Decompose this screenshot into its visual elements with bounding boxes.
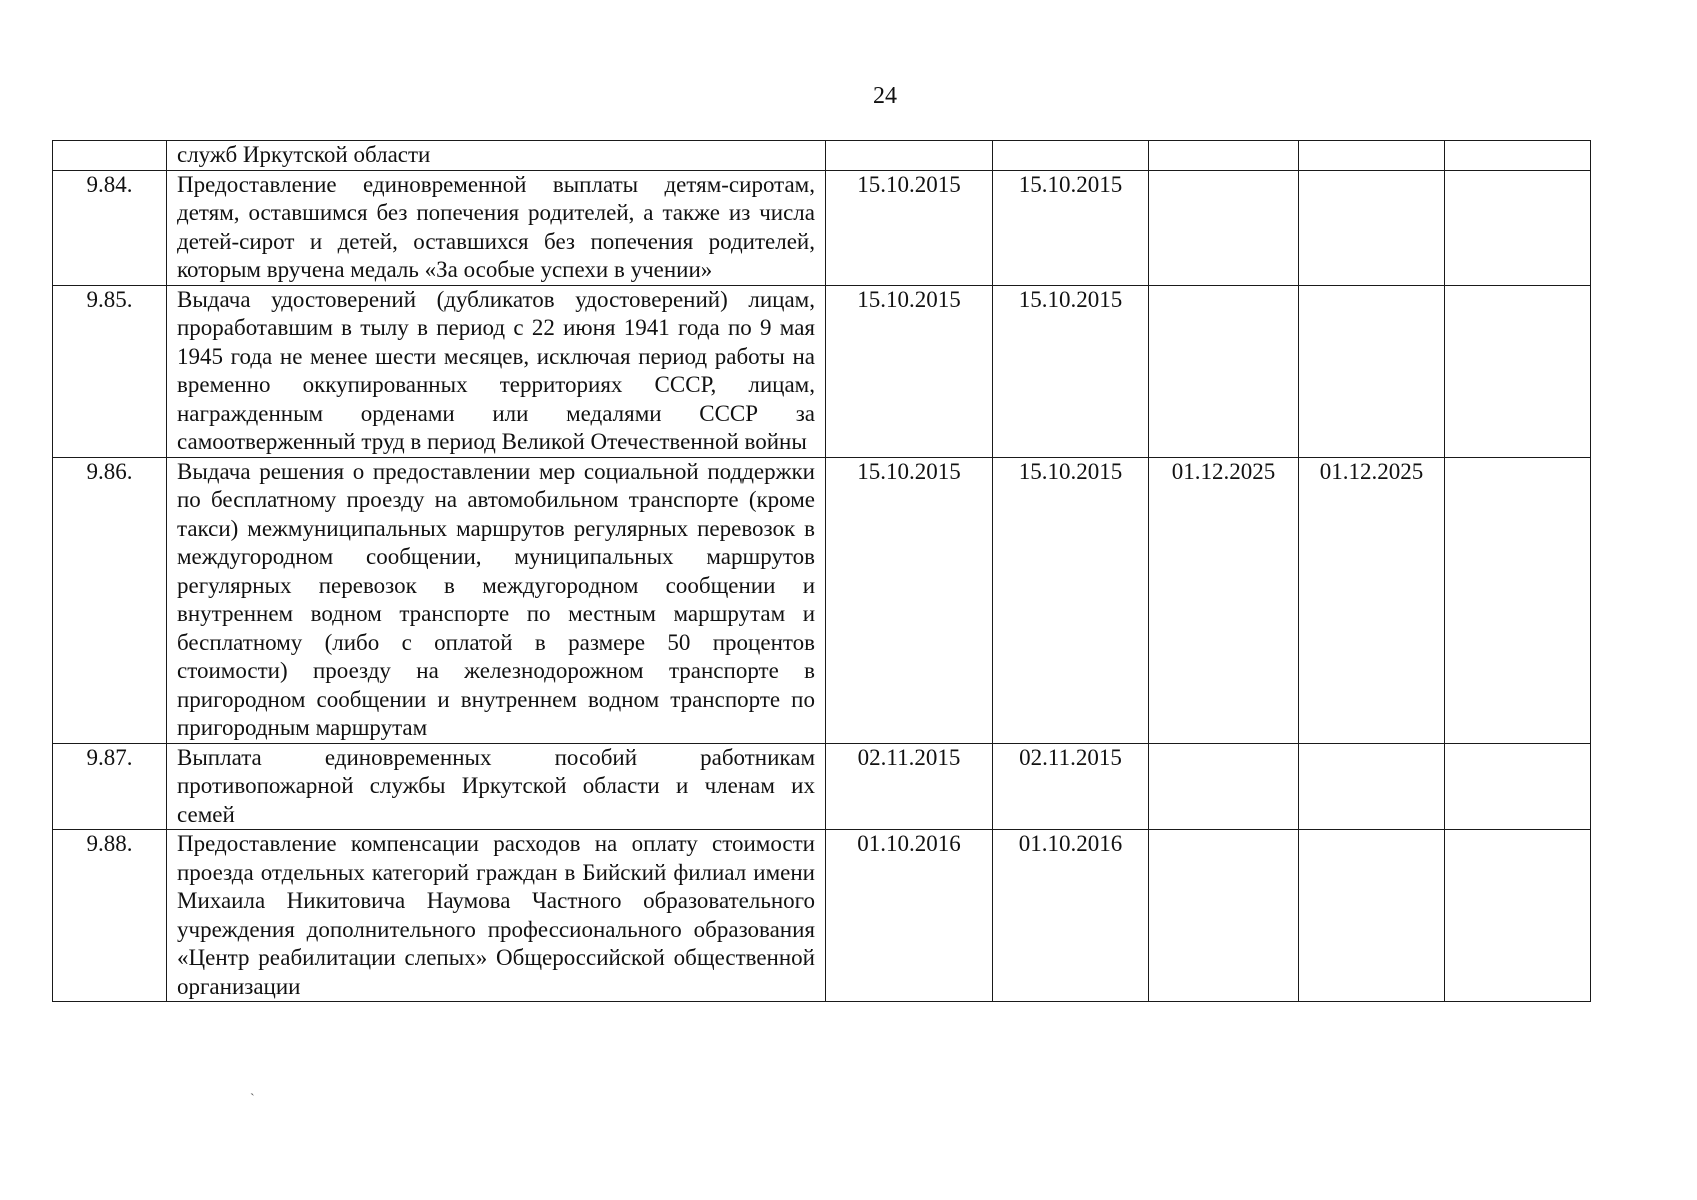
- date-cell: [1445, 457, 1591, 743]
- date-cell: 15.10.2015: [993, 457, 1149, 743]
- row-number: 9.85.: [53, 285, 167, 457]
- date-cell: [1149, 170, 1299, 285]
- date-cell: [1149, 141, 1299, 171]
- date-cell: [1445, 285, 1591, 457]
- date-cell: 01.12.2025: [1149, 457, 1299, 743]
- date-cell: 15.10.2015: [993, 285, 1149, 457]
- date-cell: [1149, 743, 1299, 830]
- date-cell: 01.10.2016: [826, 830, 993, 1002]
- row-number: 9.87.: [53, 743, 167, 830]
- date-cell: 01.10.2016: [993, 830, 1149, 1002]
- service-description: Выдача удостоверений (дубликатов удостоверений) лицам, проработавшим в тылу в период с 22 июня 1941 года по 9 мая 1945 года не менее шести месяцев, исключая период работы на временно оккупированных территориях СССР, лицам, награжденным орденами или медалями СССР за самоотверженный труд в период Великой Отечественной войны: [167, 285, 826, 457]
- table-row: [53, 141, 1591, 171]
- date-cell: [1299, 170, 1445, 285]
- date-cell: 15.10.2015: [826, 285, 993, 457]
- date-cell: 15.10.2015: [993, 170, 1149, 285]
- date-cell: 02.11.2015: [826, 743, 993, 830]
- date-cell: [1299, 830, 1445, 1002]
- date-cell: [1299, 285, 1445, 457]
- services-table: [52, 140, 1591, 1002]
- service-description: Выплата единовременных пособий работникам противопожарной службы Иркутской области и членам их семей: [167, 743, 826, 830]
- date-cell: [1149, 285, 1299, 457]
- page-number: 24: [873, 83, 897, 109]
- row-number: 9.88.: [53, 830, 167, 1002]
- date-cell: 02.11.2015: [993, 743, 1149, 830]
- table-row: [53, 830, 1591, 1002]
- table-row: [53, 743, 1591, 830]
- service-description: Выдача решения о предоставлении мер социальной поддержки по бесплатному проезду на автомобильном транспорте (кроме такси) межмуниципальных маршрутов регулярных перевозок в междугородном сообщении, муниципальных маршрутов регулярных перевозок в междугородном сообщении и внутреннем водном транспорте по местным маршрутам и бесплатному (либо с оплатой в размере 50 процентов стоимости) проезду на железнодорожном транспорте в пригородном сообщении и внутреннем водном транспорте по пригородным маршрутам: [167, 457, 826, 743]
- row-number: 9.84.: [53, 170, 167, 285]
- date-cell: [1445, 170, 1591, 285]
- date-cell: [1445, 830, 1591, 1002]
- date-cell: [993, 141, 1149, 171]
- row-number: 9.86.: [53, 457, 167, 743]
- service-description: служб Иркутской области: [167, 141, 826, 171]
- date-cell: 15.10.2015: [826, 170, 993, 285]
- service-description: Предоставление единовременной выплаты детям-сиротам, детям, оставшимся без попечения родителей, а также из числа детей-сирот и детей, оставшихся без попечения родителей, которым вручена медаль «За особые успехи в учении»: [167, 170, 826, 285]
- table-row: [53, 285, 1591, 457]
- row-number: [53, 141, 167, 171]
- date-cell: 01.12.2025: [1299, 457, 1445, 743]
- date-cell: [1299, 743, 1445, 830]
- date-cell: [826, 141, 993, 171]
- stray-mark: `: [250, 1092, 255, 1107]
- service-description: Предоставление компенсации расходов на оплату стоимости проезда отдельных категорий граждан в Бийский филиал имени Михаила Никитовича Наумова Частного образовательного учреждения дополнительного профессионального образования «Центр реабилитации слепых» Общероссийской общественной организации: [167, 830, 826, 1002]
- date-cell: 15.10.2015: [826, 457, 993, 743]
- date-cell: [1445, 743, 1591, 830]
- date-cell: [1445, 141, 1591, 171]
- date-cell: [1149, 830, 1299, 1002]
- date-cell: [1299, 141, 1445, 171]
- table-row: [53, 170, 1591, 285]
- table-row: [53, 457, 1591, 743]
